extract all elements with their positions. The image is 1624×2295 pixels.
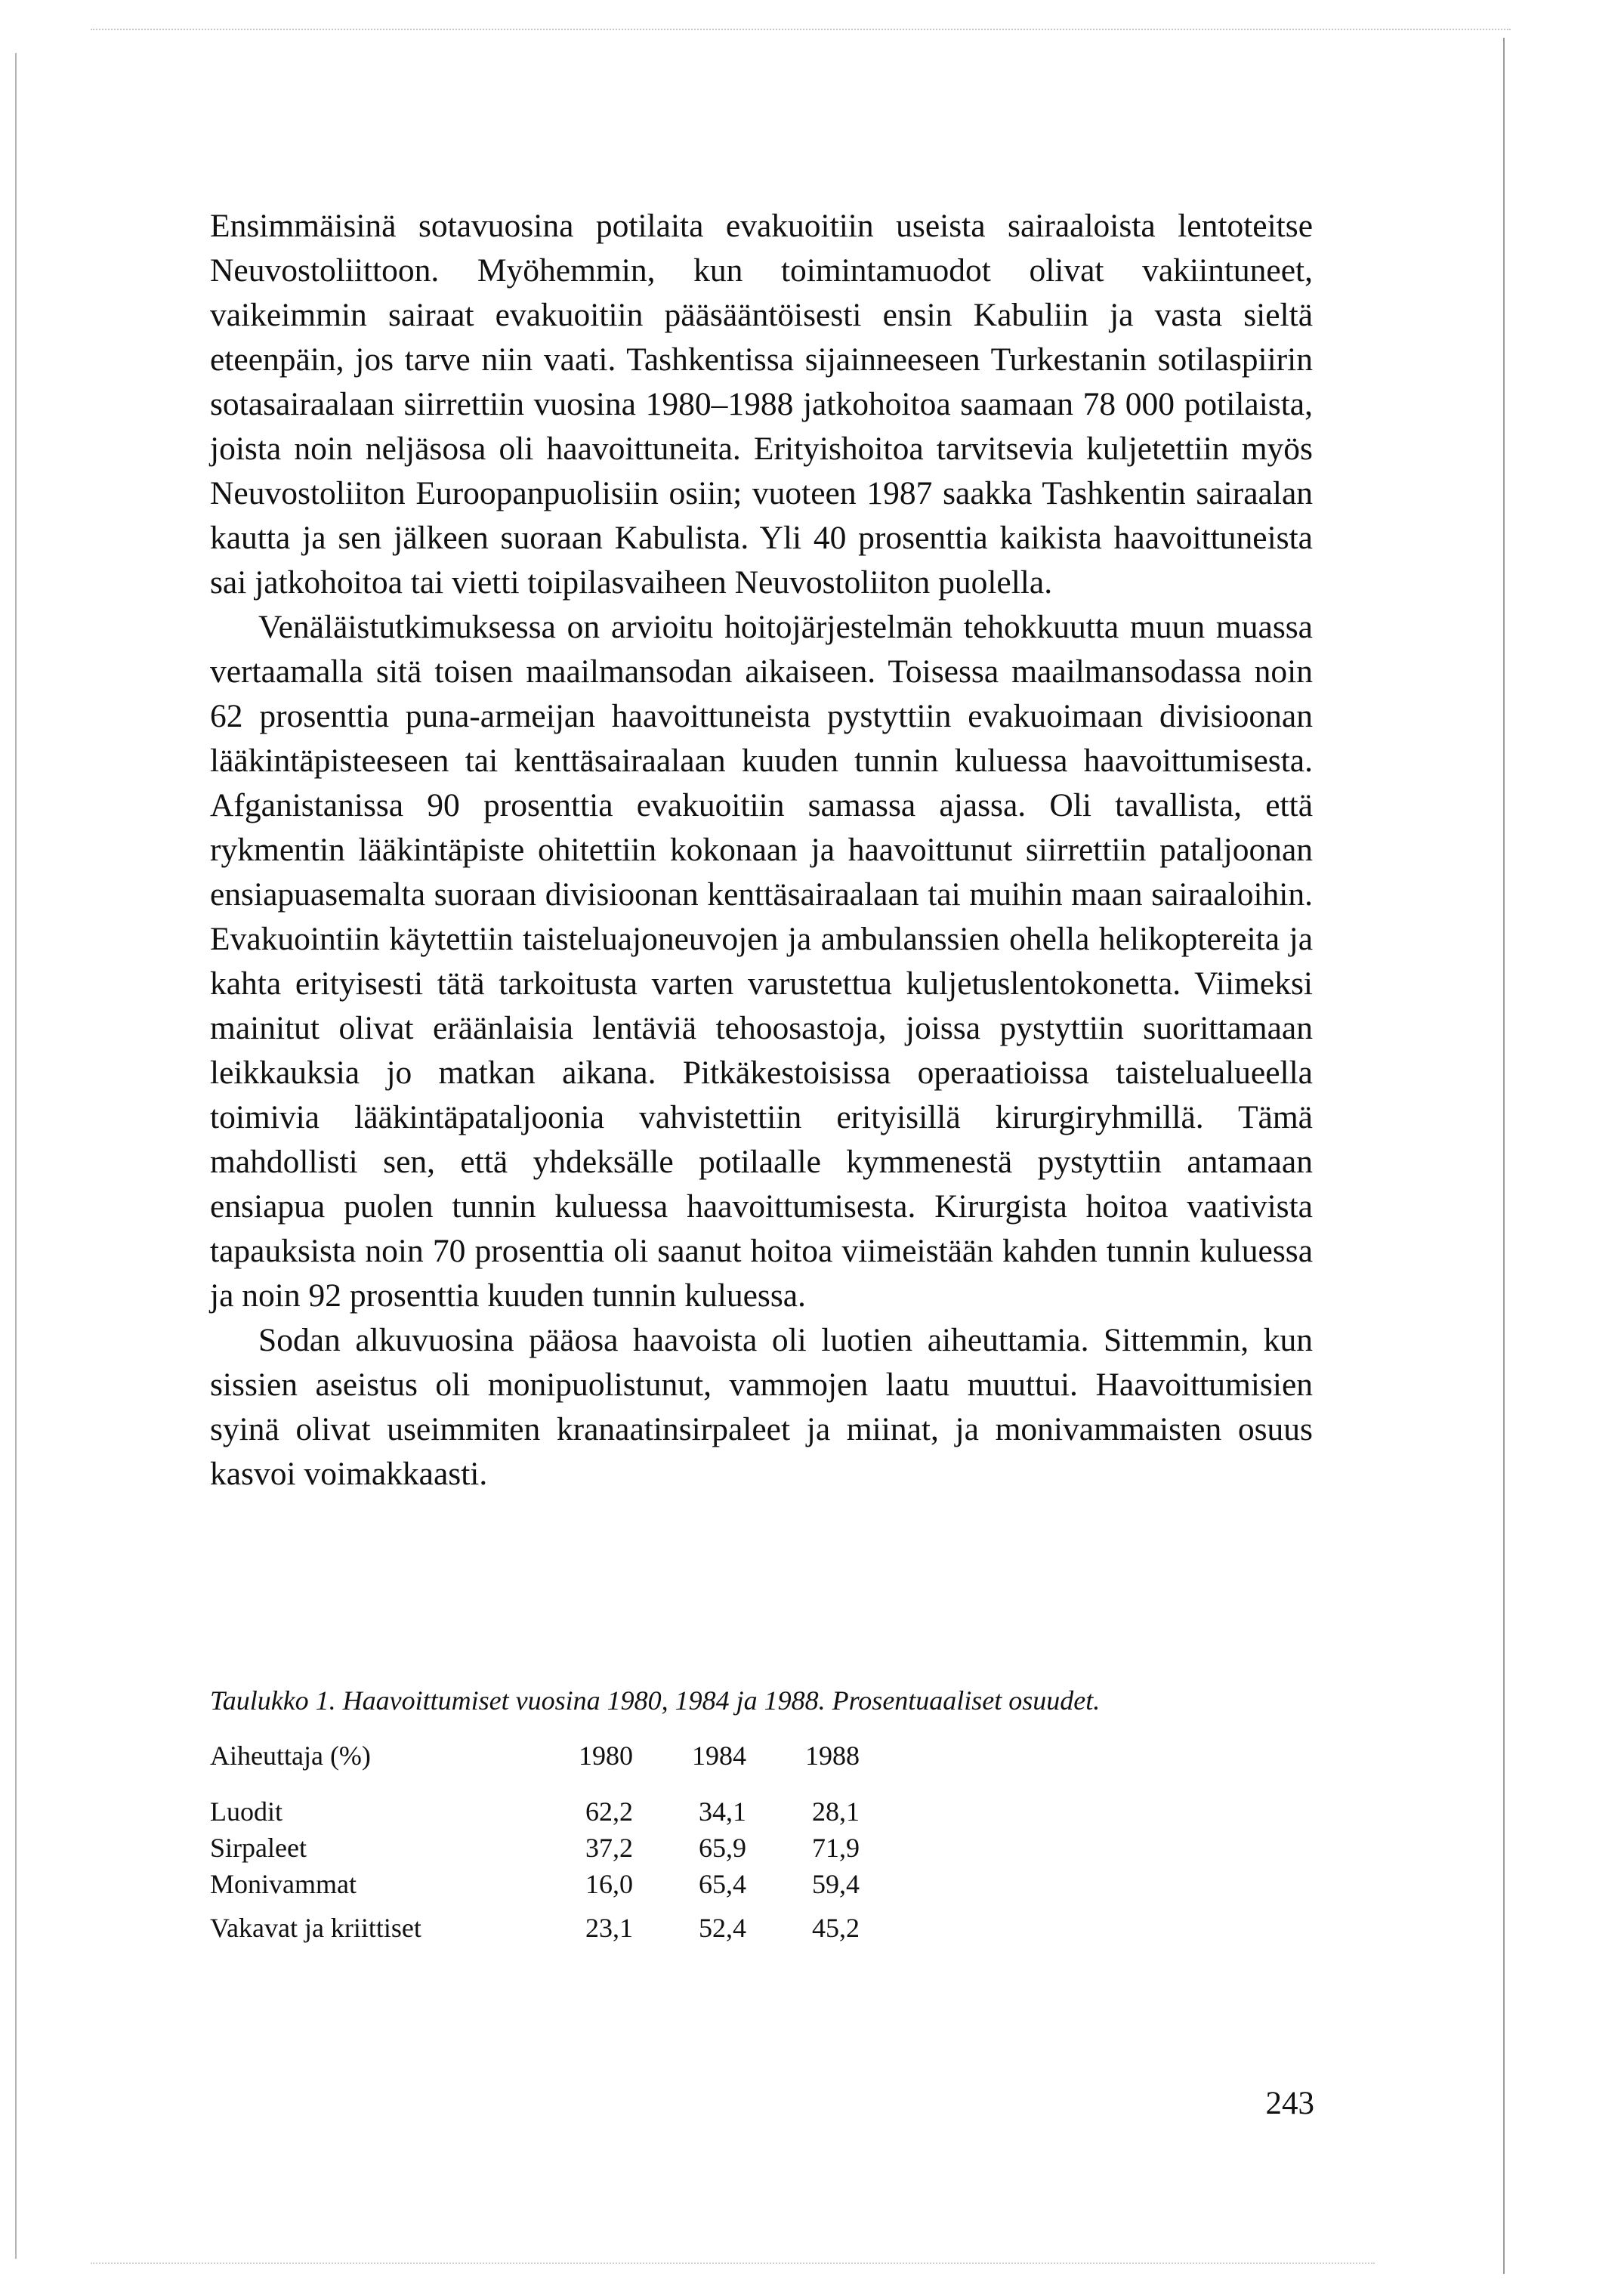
row-value: 45,2	[812, 1913, 860, 1943]
paragraph-1: Ensimmäisinä sotavuosina potilaita evakuoitiin useista sairaaloista lentoteitse Neuvostoliittoon. Myöhemmin, kun toimintamuodot olivat vakiintuneet, vaikeimmin sairaat evakuoitiin pääsääntöisesti ensin Kabuliin ja vasta sieltä eteenpäin, jos tarve niin vaati. Tashkentissa sijainneeseen Turkestanin sotilaspiirin sotasairaalaan siirrettiin vuosina 1980–1988 jatkohoitoa saamaan 78 000 potilaista, joista noin neljäsosa oli haavoittuneita. Erityishoitoa tarvitsevia kuljetettiin myös Neuvostoliiton Euroopanpuolisiin osiin; vuoteen 1987 saakka Tashkentin sairaalan kautta ja sen jälkeen suoraan Kabulista. Yli 40 prosenttia kaikista haavoittuneista sai jatkohoitoa tai vietti toipilasvaiheen Neuvostoliiton puolella.	[210, 208, 1313, 601]
paragraph-2: Venäläistutkimuksessa on arvioitu hoitojärjestelmän tehokkuutta muun muassa vertaamalla sitä toisen maailmansodan aikaiseen. Toisessa maailmansodassa noin 62 prosenttia puna-armeijan haavoittuneista pystyttiin evakuoimaan divisioonan lääkintäpisteeseen tai kenttäsairaalaan kuuden tunnin kuluessa haavoittumisesta. Afganistanissa 90 prosenttia evakuoitiin samassa ajassa. Oli tavallista, että rykmentin lääkintäpiste ohitettiin kokonaan ja haavoittunut siirrettiin pataljoonan ensiapuasemalta suoraan divisioonan kenttäsairaalaan tai muihin maan sairaaloihin. Evakuointiin käytettiin taisteluajoneuvojen ja ambulanssien ohella helikoptereita ja kahta erityisesti tätä tarkoitusta varten varustettua kuljetuslentokonetta. Viimeksi mainitut olivat eräänlaisia lentäviä tehoosastoja, joissa pystyttiin suorittamaan leikkauksia jo matkan aikana. Pitkäkestoisissa operaatioissa taistelualueella toimivia lääkintäpataljoonia vahvistettiin erityisillä kirurgiryhmillä. Tämä mahdollisti sen, että yhdeksälle potilaalle kymmenestä pystyttiin antamaan ensiapua puolen tunnin kuluessa haavoittumisesta. Kirurgista hoitoa vaativista tapauksista noin 70 prosenttia oli saanut hoitoa viimeistään kahden tunnin kuluessa ja noin 92 prosenttia kuuden tunnin kuluessa.	[210, 609, 1313, 1314]
paragraph-3: Sodan alkuvuosina pääosa haavoista oli luotien aiheuttamia. Sittemmin, kun sissien aseistus oli monipuolistunut, vammojen laatu muuttui. Haavoittumisien syinä olivat useimmiten kranaatinsirpaleet ja miinat, ja monivammaisten osuus kasvoi voimakkaasti.	[210, 1322, 1313, 1492]
table-header-year: 1980	[579, 1741, 633, 1771]
row-label: Vakavat ja kriittiset	[210, 1913, 421, 1943]
table-header-label: Aiheuttaja (%)	[210, 1741, 371, 1771]
row-value: 59,4	[812, 1869, 860, 1899]
wounds-table	[210, 1737, 860, 1946]
table-header-year: 1988	[805, 1741, 860, 1771]
table-header-year: 1984	[692, 1741, 746, 1771]
row-value: 71,9	[812, 1833, 860, 1863]
row-value: 23,1	[585, 1913, 633, 1943]
row-value: 28,1	[812, 1796, 860, 1827]
table-header-row	[210, 1737, 860, 1790]
row-value: 52,4	[699, 1913, 746, 1943]
row-label: Sirpaleet	[210, 1833, 307, 1863]
row-value: 65,4	[699, 1869, 746, 1899]
row-value: 16,0	[585, 1869, 633, 1899]
row-value: 34,1	[699, 1796, 746, 1827]
table-row	[210, 1830, 860, 1866]
body-text	[210, 204, 1313, 1497]
row-value: 65,9	[699, 1833, 746, 1863]
page-number: 243	[1265, 2086, 1314, 2121]
table-row	[210, 1902, 860, 1946]
row-label: Monivammat	[210, 1869, 357, 1899]
row-value: 62,2	[585, 1796, 633, 1827]
scan-edge-top	[91, 29, 1511, 30]
scan-edge-bottom	[91, 2263, 1375, 2264]
row-value: 37,2	[585, 1833, 633, 1863]
row-label: Luodit	[210, 1796, 283, 1827]
table-caption: Taulukko 1. Haavoittumiset vuosina 1980, 1984 ja 1988. Prosentuaaliset osuudet.	[210, 1685, 1101, 1716]
scan-edge-left	[15, 53, 17, 2259]
scan-edge-right	[1503, 38, 1505, 2274]
table-row	[210, 1866, 860, 1902]
table-row	[210, 1790, 860, 1830]
